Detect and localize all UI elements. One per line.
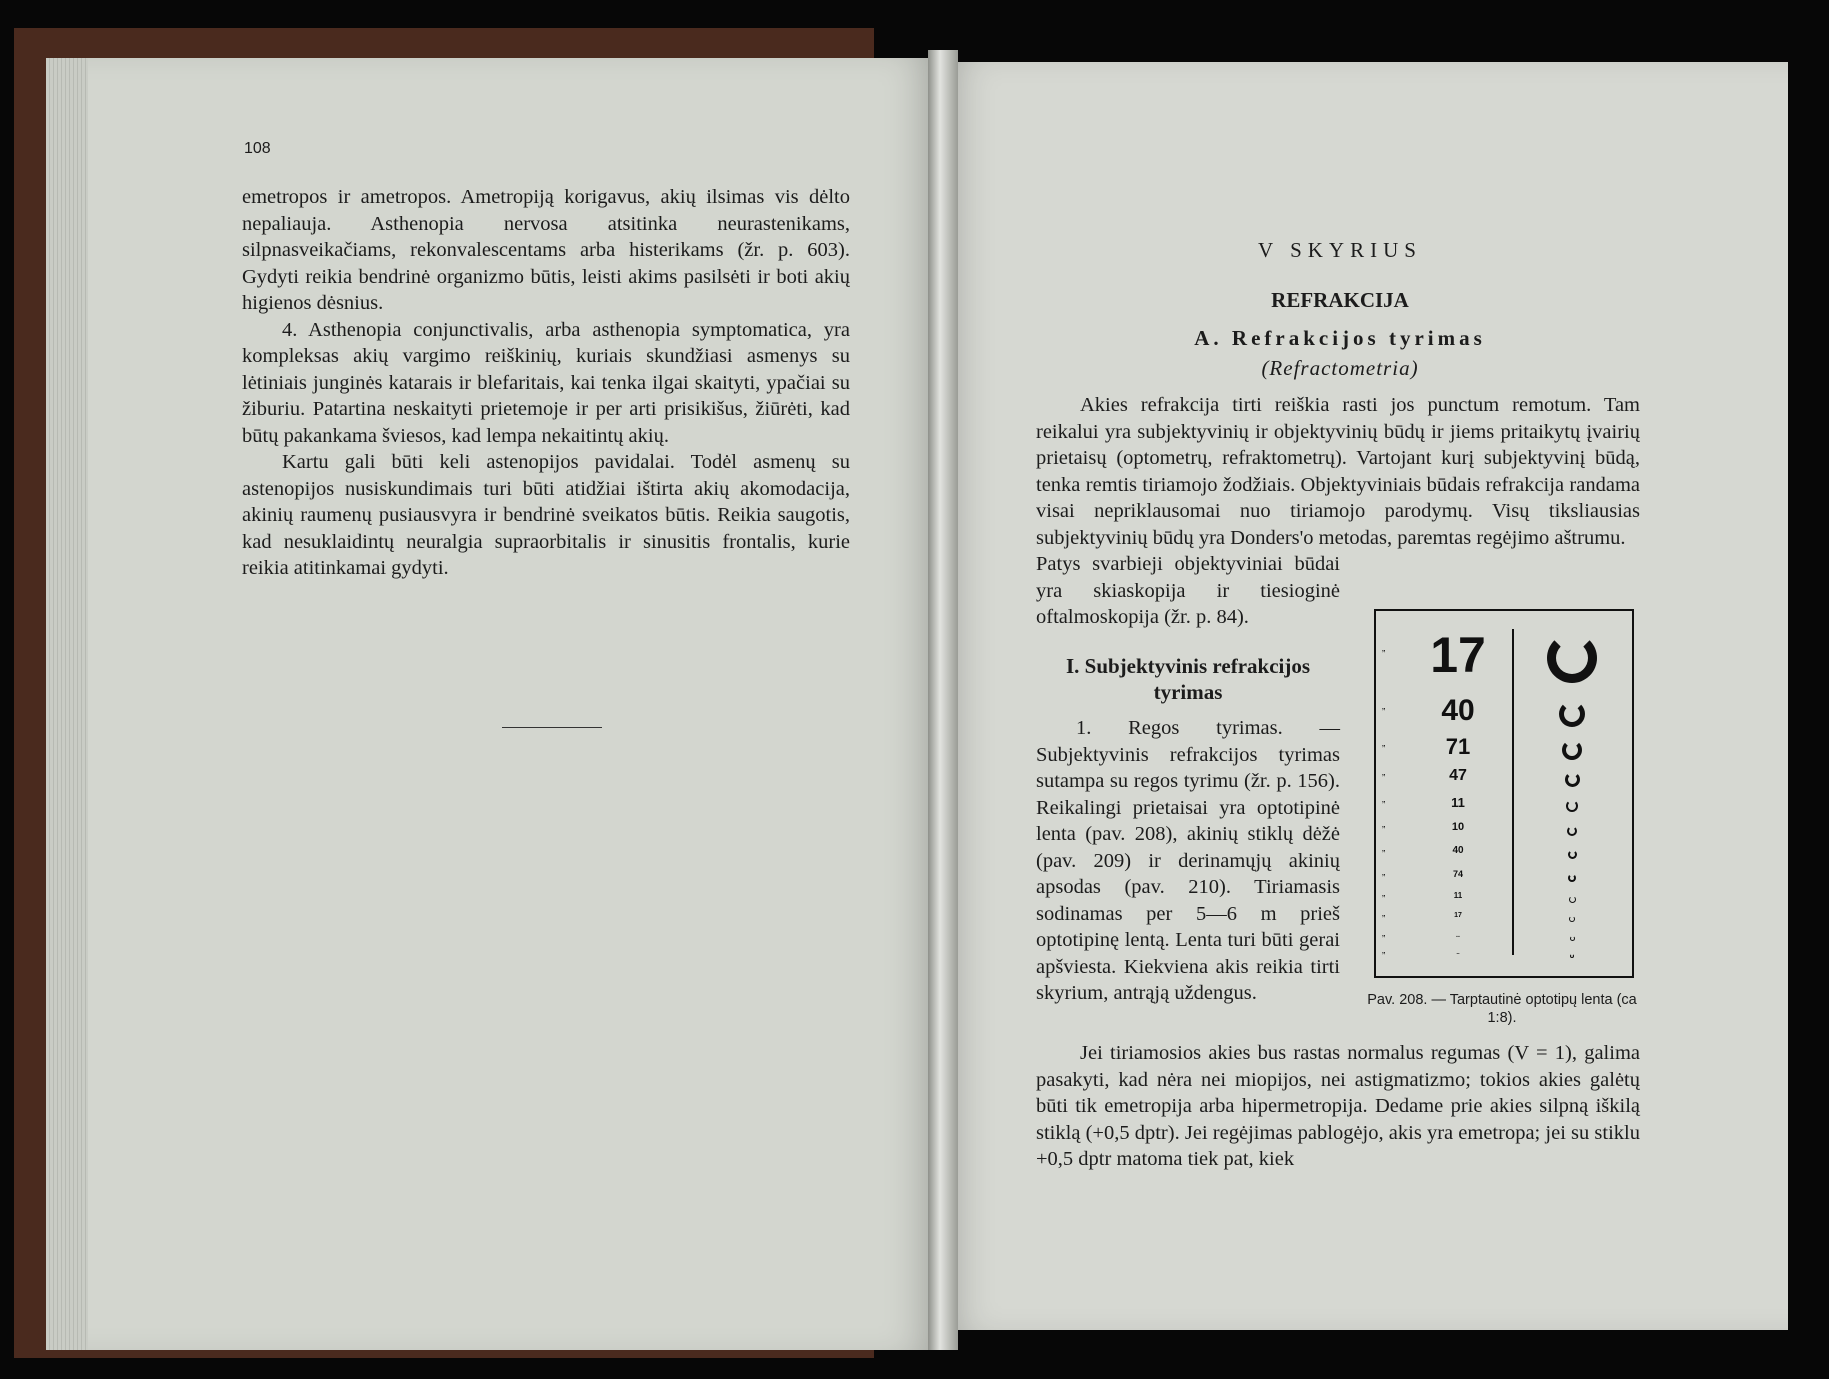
row-marker: ” — [1382, 951, 1386, 963]
optotype-number: 74 — [1452, 869, 1463, 879]
chart-divider — [1512, 629, 1514, 955]
chapter-title: REFRAKCIJA — [1271, 288, 1409, 312]
left-paragraph-3: Kartu gali būti keli astenopijos pavidalai. Todėl asmenų su astenopijos nusiskundimais turi būti atidžiai ištirta akių akomodacija, akinių raumenų pusiausvyra ir bendrinė sveikatos būtis. Reikia saugotis, kad nesuklaidintų neuralgia supraorbitalis ir sinusitis frontalis, kurie reikia atitinkamai gydyti. — [242, 451, 850, 579]
row-marker: ” — [1382, 933, 1386, 945]
chapter-label: V SKYRIUS — [1258, 238, 1422, 262]
row-marker: ” — [1382, 800, 1386, 812]
optotype-number: 71 — [1445, 734, 1471, 759]
row-marker: ” — [1382, 825, 1386, 837]
optotype-number: 47 — [1449, 767, 1467, 784]
optotype-number: 11 — [1453, 891, 1463, 900]
optotype-number: 11 — [1451, 795, 1465, 810]
section-subheading: (Refractometria) — [1261, 356, 1419, 380]
row-marker: ” — [1382, 913, 1386, 925]
landolt-ring — [1570, 936, 1575, 941]
optotype-number: .. — [1456, 932, 1460, 939]
right-intro — [1036, 392, 1640, 551]
optotype-number: .. — [1456, 950, 1460, 956]
landolt-ring — [1565, 772, 1580, 787]
optotype-chart — [1374, 609, 1634, 978]
optotype-number: 17 — [1430, 627, 1486, 683]
row-marker: ” — [1382, 649, 1386, 660]
page-number: 108 — [244, 140, 271, 157]
landolt-ring — [1566, 800, 1578, 812]
page-edges — [46, 58, 88, 1350]
subsection-heading: I. Subjektyvinis refrakcijos tyrimas — [1065, 654, 1311, 704]
optotype-number: 40 — [1452, 845, 1464, 856]
optotype-number: 10 — [1451, 821, 1465, 833]
left-paragraph-1: emetropos ir ametropos. Ametropiją korigavus, akių ilsimas vis dėlto nepaliauja. Asthenopia nervosa atsitinka neurastenikams, silpnasveikačiams, rekonvalescentams arba histerikams (žr. p. 603). Gydyti reikia bendrinė organizmo būtis, leisti akims pasilsėti ir boti akių higienos dėsnius. — [242, 186, 850, 314]
bottom-paragraph: Jei tiriamosios akies bus rastas normalus regumas (V = 1), galima pasakyti, kad nėra nei miopijos, nei astigmatizmo; tokios akies galėtų būti tik emetropija arba hipermetropija. Dedame prie akies silpną iškilą stiklą (+0,5 dptr). Jei regėjimas pablogėjo, akis yra emetropa; jei su stiklu +0,5 dptr matoma tiek pat, kiek — [1036, 1042, 1640, 1170]
landolt-ring — [1562, 740, 1582, 760]
right-bottom-text — [1036, 1040, 1640, 1173]
left-page-body — [242, 184, 850, 582]
right-column-text — [1036, 715, 1340, 1007]
book-gutter — [928, 50, 958, 1350]
landolt-ring — [1569, 916, 1575, 922]
optotype-number: 40 — [1441, 694, 1475, 727]
vision-test-paragraph: 1. Regos tyrimas. — Subjektyvinis refrakcijos tyrimas sutampa su regos tyrimu (žr. p. 156). Reikalingi prietaisai yra optotipinė lenta (pav. 208), akinių stiklų dėžė (pav. 209) ir derinamųjų akinių apsodas (pav. 210). Tiriamasis sodinamas per 5—6 m prieš optotipinę lentą. Lenta turi būti gerai apšviesta. Kiekviena akis reikia tirti skyrium, antrąją uždengus. — [1036, 717, 1340, 1004]
intro-continuation: Patys svarbieji objektyviniai būdai yra skiaskopija ir tiesioginė oftalmoskopija (žr. p. 84). — [1036, 553, 1340, 628]
row-marker: ” — [1382, 707, 1386, 718]
landolt-ring — [1570, 954, 1574, 958]
landolt-ring — [1568, 850, 1577, 859]
row-marker: ” — [1382, 849, 1386, 860]
left-paragraph-2: 4. Asthenopia conjunctivalis, arba asthenopia symptomatica, yra kompleksas akių vargimo reiškinių, kuriais skundžiasi asmenys su lėtiniais junginės katarais ir blefaritais, kai tenka ilgai skaityti, ypačiai su žiburiu. Patartina neskaityti prietemoje ir per arti prisikišus, žiūrėti, kad būtų pakankama šviesos, kad lempa nekaitintų akių. — [242, 318, 850, 447]
row-marker: ” — [1382, 773, 1386, 785]
landolt-ring — [1547, 633, 1597, 683]
section-heading: A. Refrakcijos tyrimas — [1194, 326, 1486, 350]
landolt-ring — [1567, 826, 1577, 836]
section-end-rule — [502, 727, 602, 728]
row-marker: ” — [1382, 743, 1386, 755]
row-marker: ” — [1382, 894, 1386, 906]
figure-caption: Pav. 208. — Tarptautinė optotipų lenta (ca 1:8). — [1367, 992, 1637, 1026]
landolt-ring — [1569, 896, 1576, 903]
landolt-ring — [1559, 701, 1585, 727]
row-marker: ” — [1382, 872, 1386, 884]
landolt-ring — [1568, 874, 1576, 882]
intro-paragraph: Akies refrakcija tirti reiškia rasti jos punctum remotum. Tam reikalui yra subjektyvinių ir objektyvinių būdų ir jiems pritaikytų įvairių prietaisų (optometrų, refraktometrų). Vartojant kurį subjektyvinį būdą, tenka remtis tiriamojo žodžiais. Objektyviniais būdais refrakcija randama visai nepriklausomai nuo tiriamojo parodymų. Visų tiksliausias subjektyvinių būdų yra Donders'o metodas, paremtas regėjimo aštrumu. — [1036, 394, 1640, 549]
optotype-number: 17 — [1454, 912, 1462, 919]
